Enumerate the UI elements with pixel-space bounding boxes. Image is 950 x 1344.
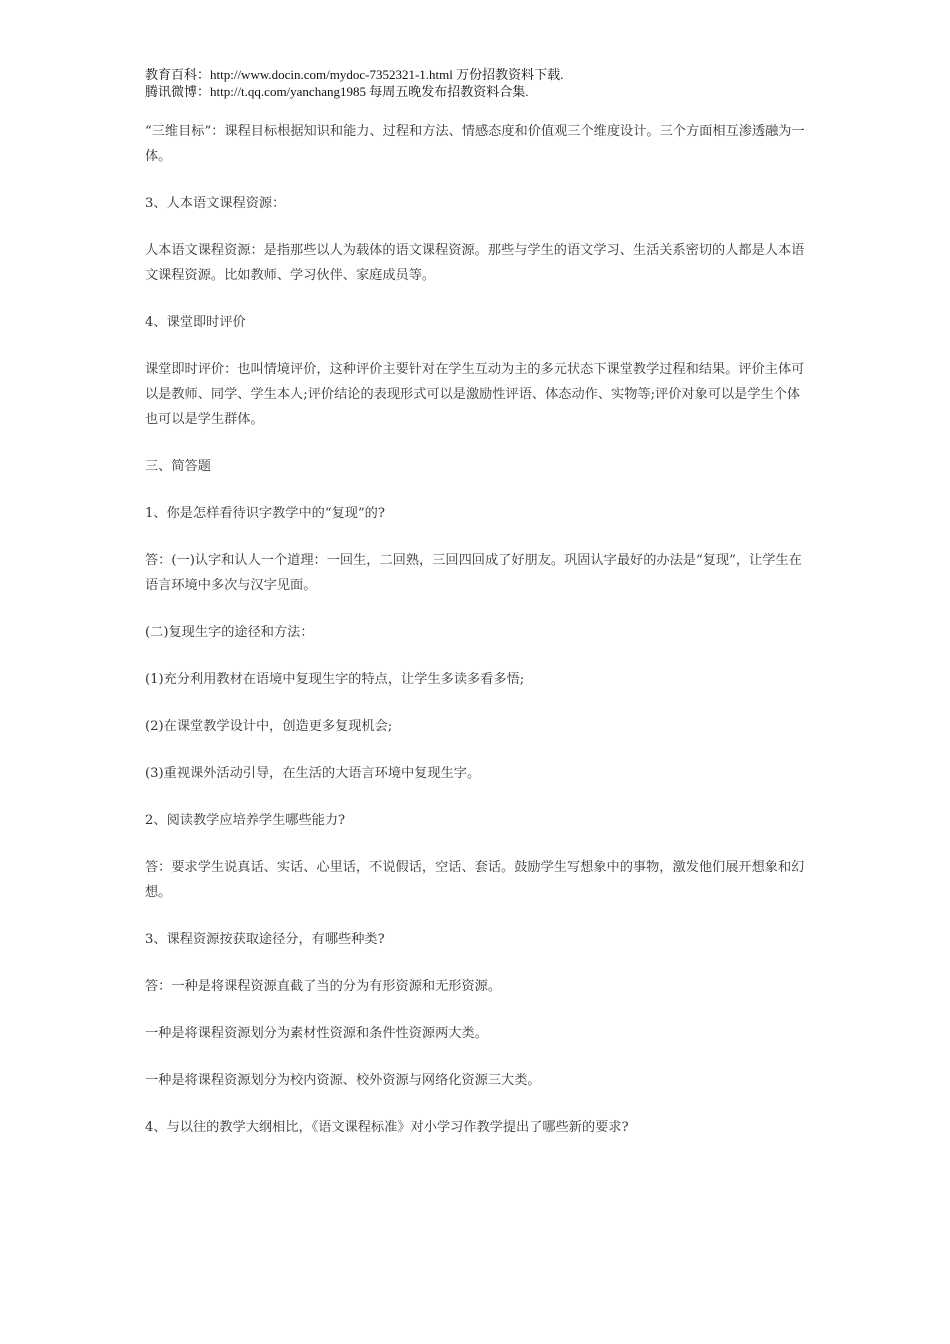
question-2: 2、阅读教学应培养学生哪些能力?: [145, 813, 346, 828]
header-line-2: 腾讯微博：http://t.qq.com/yanchang1985 每周五晚发布招教资料合集.: [145, 84, 529, 99]
paragraph-human-resources: 人本语文课程资源：是指那些以人为载体的语文课程资源。那些与学生的语文学习、生活关系密切的人都是人本语文课程资源。比如教师、学习伙伴、家庭成员等。: [145, 243, 805, 283]
answer-1-part-1: 答：(一)认字和认人一个道理：一回生，二回熟，三回四回成了好朋友。巩固认字最好的办法是“复现”，让学生在语言环境中多次与汉字见面。: [145, 553, 802, 593]
answer-3-part-2: 一种是将课程资源划分为素材性资源和条件性资源两大类。: [145, 1026, 488, 1041]
term-heading-4: 4、课堂即时评价: [145, 315, 246, 330]
answer-1-item-1: (1)充分利用教材在语境中复现生字的特点，让学生多读多看多悟;: [145, 672, 525, 687]
question-4: 4、与以往的教学大纲相比，《语文课程标准》对小学习作教学提出了哪些新的要求?: [145, 1120, 629, 1135]
paragraph-three-dim-goals: “三维目标”：课程目标根据知识和能力、过程和方法、情感态度和价值观三个维度设计。三个方面相互渗透融为一体。: [145, 124, 805, 164]
answer-3-part-1: 答：一种是将课程资源直截了当的分为有形资源和无形资源。: [145, 979, 502, 994]
paragraph-instant-evaluation: 课堂即时评价：也叫情境评价，这种评价主要针对在学生互动为主的多元状态下课堂教学过程和结果。评价主体可以是教师、同学、学生本人;评价结论的表现形式可以是激励性评语、体态动作、实物等;评价对象可以是学生个体也可以是学生群体。: [145, 362, 805, 427]
term-heading-3: 3、人本语文课程资源：: [145, 196, 286, 211]
answer-1-item-3: (3)重视课外活动引导，在生活的大语言环境中复现生字。: [145, 766, 481, 781]
document-page: [145, 66, 810, 1140]
answer-1-part-2: (二)复现生字的途径和方法：: [145, 625, 314, 640]
answer-3-part-3: 一种是将课程资源划分为校内资源、校外资源与网络化资源三大类。: [145, 1073, 541, 1088]
answer-2: 答：要求学生说真话、实话、心里话，不说假话，空话、套话。鼓励学生写想象中的事物，激发他们展开想象和幻想。: [145, 860, 805, 900]
question-1: 1、你是怎样看待识字教学中的“复现”的?: [145, 506, 385, 521]
section-heading-short-answer: 三、简答题: [145, 459, 211, 474]
header-line-1: 教育百科：http://www.docin.com/mydoc-7352321-1.html 万份招教资料下载.: [145, 67, 564, 82]
question-3: 3、课程资源按获取途径分，有哪些种类?: [145, 932, 385, 947]
answer-1-item-2: (2)在课堂教学设计中，创造更多复现机会;: [145, 719, 393, 734]
